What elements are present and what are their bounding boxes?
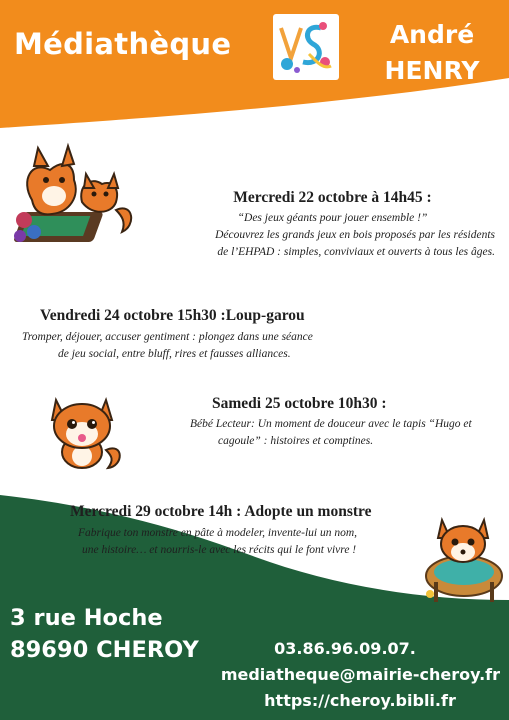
mediatheque-title: Médiathèque: [14, 27, 232, 61]
colorful-mediatheque-logo-icon: [273, 14, 339, 80]
event-1-line-3: de l’EHPAD : simples, conviviaux et ouverts à tous les âges.: [217, 246, 495, 258]
andre-henry-title: [372, 17, 492, 89]
henry-line: HENRY: [384, 56, 480, 85]
contact-block: [200, 636, 500, 714]
event-1-line-1: “Des jeux géants pour jouer ensemble !”: [237, 212, 428, 224]
address-block: [10, 602, 199, 666]
event-3-line-2: cagoule” : histoires et comptines.: [218, 435, 374, 447]
event-2: [20, 306, 400, 363]
event-4-line-1: Fabrique ton monstre en pâte à modeler, invente-lui un nom,: [78, 527, 358, 539]
baby-fox-icon: [44, 390, 124, 477]
website-link[interactable]: https://cheroy.bibli.fr: [264, 691, 456, 710]
event-2-heading: Vendredi 24 octobre 15h30 :Loup-garou: [40, 307, 305, 324]
event-4-heading: Mercredi 29 octobre 14h : Adopte un monstre: [70, 503, 372, 520]
event-2-line-2: de jeu social, entre bluff, rires et fausses alliances.: [58, 348, 291, 360]
event-1-heading: Mercredi 22 octobre à 14h45 :: [233, 189, 432, 206]
foxes-playing-board-game-icon: [12, 140, 137, 257]
event-3: [190, 394, 490, 450]
andre-line: André: [389, 20, 475, 49]
event-4: [70, 502, 440, 559]
event-3-line-1: Bébé Lecteur: Un moment de douceur avec le tapis “Hugo et: [190, 418, 472, 430]
fox-modeling-clay-icon: [420, 510, 506, 611]
event-4-line-2: une histoire… et nourris-le avec les récits qui le font vivre !: [82, 544, 357, 556]
event-3-heading: Samedi 25 octobre 10h30 :: [212, 395, 387, 412]
email-link[interactable]: mediatheque@mairie-cheroy.fr: [220, 665, 500, 684]
event-2-line-1: Tromper, déjouer, accuser gentiment : plongez dans une séance: [22, 331, 313, 343]
phone-number[interactable]: 03.86.96.09.07.: [274, 639, 416, 658]
address-city: 89690 CHEROY: [10, 637, 199, 663]
address-street: 3 rue Hoche: [10, 605, 163, 631]
event-1-line-2: Découvrez les grands jeux en bois proposés par les résidents: [215, 229, 495, 241]
event-1: [140, 188, 495, 261]
